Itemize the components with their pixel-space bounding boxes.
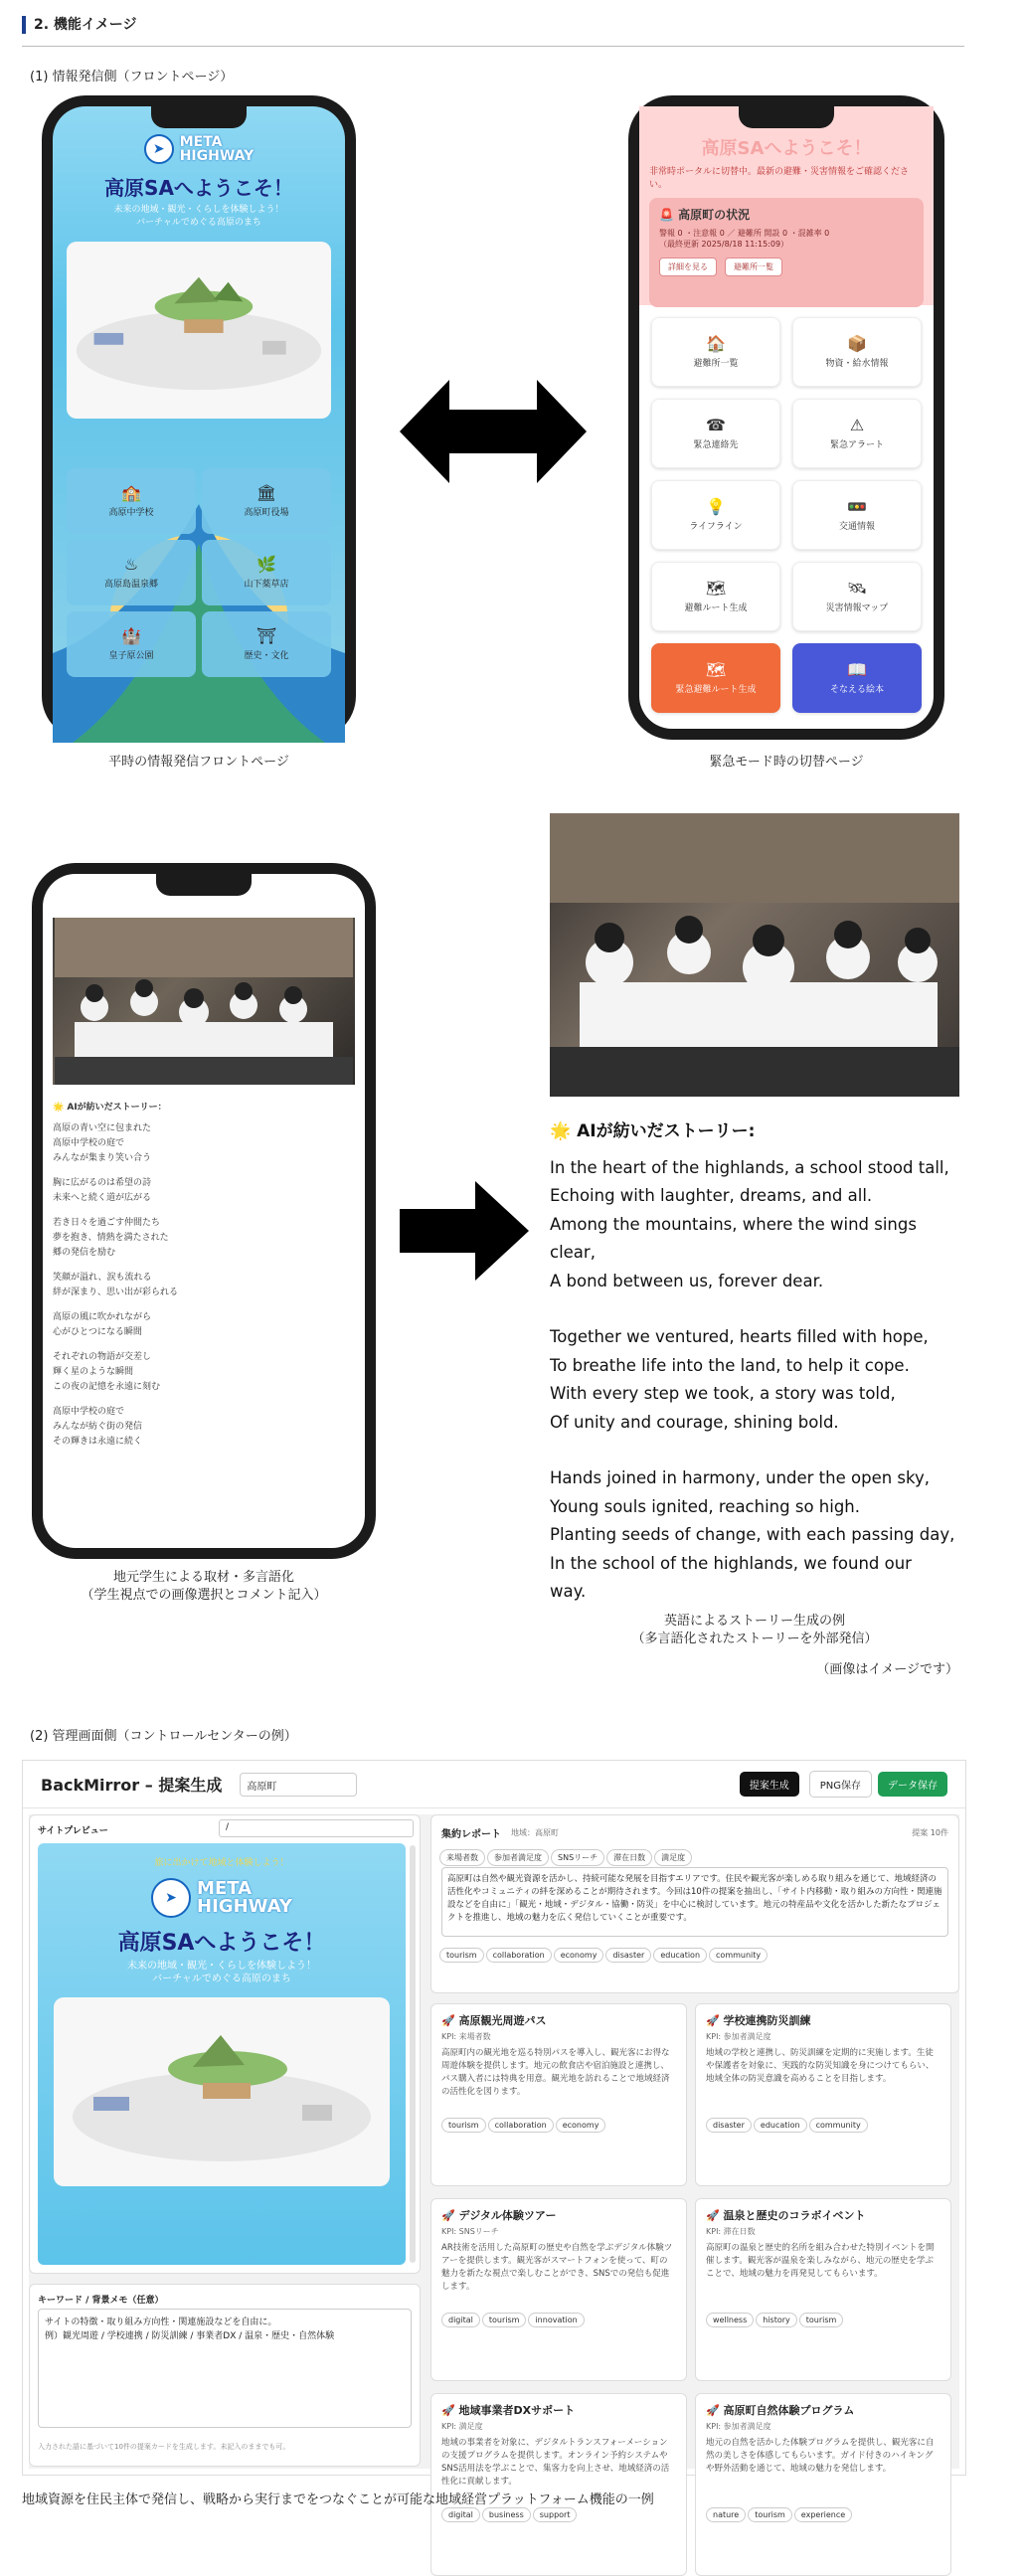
card-kpi: KPI: 参加者満足度	[706, 2032, 771, 2041]
caption-english-a: 英語によるストーリー生成の例	[663, 1614, 845, 1629]
story-line: 夢を抱き、情熱を満たされた	[53, 1233, 169, 1243]
preview-illustration	[54, 1997, 390, 2186]
story-line	[53, 1300, 355, 1310]
metric-chips	[439, 1845, 694, 1866]
story-line: In the heart of the highlands, a school stood tall,	[550, 1157, 949, 1177]
rocket-icon: 🚀	[706, 2014, 720, 2027]
tile-label: 交通情報	[838, 521, 875, 532]
story-line	[53, 1166, 355, 1176]
tile-emergency-route[interactable]	[651, 643, 780, 713]
tile-label: 物資・給水情報	[825, 358, 889, 369]
metric-chip[interactable]: 満足度	[654, 1849, 692, 1866]
card-kpi: KPI: 来場者数	[441, 2032, 491, 2041]
caption-image-note: （画像はイメージです）	[816, 1662, 958, 1677]
tile-label: 緊急連絡先	[693, 439, 739, 450]
logo-text-2: HIGHWAY	[179, 148, 255, 164]
tile-label: ライフライン	[689, 521, 743, 532]
story-line: 笑顔が溢れ、涙も流れる	[53, 1273, 152, 1283]
shelter-list-button[interactable]: 避難所一覧	[725, 258, 782, 276]
keyword-textarea[interactable]	[38, 2309, 412, 2428]
story-line: 若き日々を過ごす仲間たち	[53, 1218, 161, 1228]
tag-chip: support	[533, 2507, 578, 2522]
traffic-icon: 🚥	[847, 496, 867, 516]
card-title: デジタル体験ツアー	[458, 2209, 557, 2222]
hot-spring-icon: ♨	[123, 554, 139, 574]
story-line: それぞれの物語が交差し	[53, 1352, 152, 1362]
story-line: 輝く星のような瞬間	[53, 1367, 134, 1377]
story-line: 胸に広がるのは希望の詩	[53, 1178, 152, 1188]
tile-park[interactable]	[67, 611, 196, 677]
tile-picture-book[interactable]	[792, 643, 922, 713]
story-line	[53, 1261, 355, 1271]
tile-label: 避難所一覧	[693, 358, 739, 369]
story-line: clear,	[550, 1243, 596, 1262]
story-line: way.	[550, 1582, 587, 1601]
report-panel	[430, 1814, 959, 1993]
map-icon: 🗺	[705, 578, 727, 598]
keyword-line-1: サイトの特徴・取り組み方向性・関連施設などを自由に。	[45, 2318, 277, 2327]
story-line: 絆が深まり、思い出が彩られる	[53, 1288, 179, 1297]
tile-label: 山下薬草店	[244, 579, 289, 590]
caption-student-a: 地元学生による取材・多言語化	[112, 1570, 294, 1585]
tag-chip: business	[482, 2507, 531, 2522]
story-line: Young souls ignited, reaching so high.	[550, 1496, 861, 1516]
tag-chip: disaster	[706, 2118, 752, 2133]
story-line: To breathe life into the land, to help it cope.	[550, 1355, 910, 1375]
report-tags	[439, 1943, 770, 1963]
subsection-title-1: (1) 情報発信側（フロントページ）	[30, 70, 234, 85]
tagline-1: 未来の地域・観光・くらしを体験しよう！	[113, 205, 284, 215]
card-description: 高原町内の観光地を巡る特別パスを導入し、観光客にお得な周遊体験を提供します。地元の飲食店や宿泊施設と連携し、パス購入者には特典を用意。観光地を訪れることで地域経済の活性化を図ります。	[441, 2048, 670, 2097]
tag-chip: collaboration	[486, 1948, 552, 1963]
tag-chip: digital	[441, 2313, 480, 2327]
tile-label: 歴史・文化	[244, 650, 289, 661]
tag-chip: community	[809, 2118, 868, 2133]
proposal-card[interactable]	[695, 2198, 951, 2381]
tag-chip: education	[653, 1948, 707, 1963]
status-line: 警報 0 ・注意報 0 ／ 避難所 開設 0 ・混雑率 0	[659, 229, 830, 238]
sparkle-icon: 🌟	[53, 1103, 65, 1113]
tile-herb-shop[interactable]	[202, 540, 331, 605]
tag-chip: community	[709, 1948, 768, 1963]
story-line: With every step we took, a story was told,	[550, 1384, 896, 1403]
caption-english-b: （多言語化されたストーリーを外部発信）	[631, 1631, 878, 1646]
story-stanza	[550, 1464, 967, 1607]
card-kpi: KPI: 参加者満足度	[706, 2422, 771, 2431]
preview-frame	[38, 1843, 406, 2265]
emergency-note: 非常時ポータルに切替中。最新の避難・災害情報をご確認ください。	[649, 167, 910, 190]
rocket-icon: 🚀	[441, 2209, 455, 2222]
story-line	[53, 1206, 355, 1216]
double-arrow-icon	[400, 380, 587, 483]
bulb-icon: 💡	[706, 496, 726, 516]
logo-mark-icon: ➤	[151, 1878, 191, 1918]
emergency-header	[639, 106, 934, 305]
rocket-icon: 🚀	[706, 2404, 720, 2417]
tile-traffic[interactable]	[792, 480, 922, 550]
town-hall-icon: 🏛	[256, 482, 277, 502]
report-count: 提案 10件	[912, 1828, 948, 1837]
cc-toolbar	[23, 1761, 965, 1808]
story-line: 高原中学校の庭で	[53, 1407, 125, 1417]
castle-icon: 🏰	[121, 625, 141, 645]
story-line: 高原の青い空に包まれた	[53, 1123, 152, 1133]
caption-front: 平時の情報発信フロントページ	[108, 755, 289, 770]
emergency-tile-grid	[651, 317, 922, 713]
card-description: AR技術を活用した高原町の歴史や自然を学ぶデジタル体験ツアーを提供します。観光客がスマートフォンを使って、町の魅力を新たな視点で楽しむことができ、SNSでの発信も促進します。	[441, 2243, 673, 2292]
preview-path-input[interactable]: /	[219, 1819, 414, 1837]
card-title: 温泉と歴史のコラボイベント	[723, 2209, 866, 2222]
keyword-label: キーワード / 背景メモ（任意）	[38, 2296, 164, 2306]
card-kpi: KPI: 満足度	[441, 2422, 483, 2431]
tag-chip: digital	[441, 2507, 480, 2522]
phone-notch	[739, 106, 834, 128]
story-heading: AIが紡いだストーリー:	[577, 1121, 756, 1141]
caption-emergency: 緊急モード時の切替ページ	[709, 755, 864, 770]
tile-hot-spring[interactable]	[67, 540, 196, 605]
tile-contacts[interactable]	[651, 399, 780, 468]
right-arrow-icon	[400, 1181, 529, 1281]
metric-chip[interactable]: 参加者満足度	[487, 1849, 549, 1866]
tag-chip: disaster	[605, 1948, 651, 1963]
tile-label: 避難ルート生成	[684, 602, 748, 613]
proposal-card[interactable]	[695, 2393, 951, 2576]
tile-history[interactable]	[202, 611, 331, 677]
story-line	[53, 1340, 355, 1350]
rocket-icon: 🚀	[441, 2014, 455, 2027]
story-line: Among the mountains, where the wind sings	[550, 1214, 917, 1234]
story-line: 心がひとつになる瞬間	[53, 1327, 142, 1337]
sparkle-icon: 🌟	[550, 1121, 572, 1141]
subsection-title-2: (2) 管理画面側（コントロールセンターの例）	[30, 1729, 297, 1744]
story-line: 高原の風に吹かれながら	[53, 1312, 152, 1322]
details-button[interactable]: 詳細を見る	[659, 258, 717, 276]
section-title: 2. 機能イメージ	[22, 16, 137, 34]
front-tile-grid	[67, 468, 331, 677]
card-description: 高原町の温泉と歴史的名所を組み合わせた特別イベントを開催します。観光客が温泉を楽しみながら、地元の歴史を学ぶことで、地域の魅力を再発見してもらいます。	[706, 2243, 935, 2279]
generate-button[interactable]: 提案生成	[740, 1772, 799, 1797]
tile-shelters[interactable]	[651, 317, 780, 387]
metric-chip[interactable]: SNSリーチ	[551, 1849, 604, 1866]
preview-banner: 旅に出かけて地域と体験しよう！	[154, 1858, 289, 1868]
card-description: 地元の自然を活かした体験プログラムを提供し、観光客に自然の美しさを体感してもらいます。ガイド付きのハイキングや野外活動を通じて、地域の魅力を発信します。	[706, 2438, 935, 2474]
story-line: Planting seeds of change, with each passing day,	[550, 1525, 955, 1544]
tile-label: 高原中学校	[108, 507, 154, 518]
siren-icon: 🚨	[659, 208, 674, 222]
tile-town-hall[interactable]	[202, 468, 331, 534]
card-title: 学校連携防災訓練	[723, 2014, 811, 2027]
classroom-photo-large	[550, 813, 959, 1097]
story-line: Hands joined in harmony, under the open sky,	[550, 1468, 930, 1487]
keyword-hint: 入力された語に基づいて10件の提案カードを生成します。未記入のままでも可。	[38, 2443, 290, 2451]
keyword-panel	[29, 2284, 421, 2467]
tile-label: 高原町役場	[244, 507, 289, 518]
story-line: In the school of the highlands, we found our	[550, 1553, 912, 1573]
phone-icon: ☎	[706, 415, 726, 434]
town-input[interactable]: 高原町	[240, 1773, 357, 1797]
story-lines	[53, 1121, 355, 1450]
satellite-icon: 🛰	[846, 578, 868, 598]
tag-chip: experience	[794, 2507, 852, 2522]
card-description: 地域の事業者を対象に、デジタルトランスフォーメーションの支援プログラムを提供します。オンライン予約システムやSNS活用法を学ぶことで、集客力を向上させ、地域経済の活性化に貢献します。	[441, 2438, 670, 2487]
preview-tagline-1: 未来の地域・観光・くらしを体験しよう！	[127, 1961, 316, 1972]
caption-student-b: （学生視点での画像選択とコメント記入）	[81, 1588, 327, 1603]
leaf-icon: 🌿	[256, 554, 276, 574]
report-area: 地域：高原町	[511, 1828, 559, 1837]
card-title: 地域事業者DXサポート	[458, 2404, 576, 2417]
story-line	[53, 1395, 355, 1405]
story-line: 未来へと続く道が広がる	[53, 1193, 152, 1203]
cc-title: BackMirror – 提案生成	[41, 1776, 223, 1795]
logo-mark-icon: ➤	[144, 134, 174, 164]
site-preview-panel	[29, 1814, 421, 2274]
tile-label: 緊急アラート	[829, 439, 884, 450]
tag-chip: economy	[556, 2118, 606, 2133]
phone-front-page	[42, 95, 356, 740]
preview-scrollbar[interactable]	[410, 1845, 416, 2263]
tag-chip: collaboration	[488, 2118, 554, 2133]
phone-notch	[156, 874, 252, 896]
card-description: 地域の学校と連携し、防災訓練を定期的に実施します。生徒や保護者を対象に、実践的な防災知識を身につけてもらい、地域全体の防災意識を高めることを目指します。	[706, 2048, 935, 2084]
phone-story	[32, 863, 376, 1559]
logo-text-1: META	[197, 1878, 253, 1899]
story-line: 高原中学校の庭で	[53, 1138, 125, 1148]
proposal-card[interactable]	[430, 2393, 687, 2576]
preview-label: サイトプレビュー	[38, 1826, 108, 1836]
tile-school[interactable]	[67, 468, 196, 534]
emergency-title: 高原SAへようこそ！	[701, 138, 872, 159]
tagline-2: バーチャルでめぐる高原のまち	[136, 218, 261, 228]
tag-chip: history	[756, 2313, 797, 2327]
story-line: その輝きは永遠に続く	[53, 1437, 143, 1447]
tag-chip: tourism	[441, 2118, 486, 2133]
history-icon: ⛩	[256, 625, 277, 645]
tag-chip: tourism	[482, 2313, 527, 2327]
report-title: 集約レポート	[441, 1829, 501, 1840]
tag-chip: nature	[706, 2507, 746, 2522]
card-title: 高原町自然体験プログラム	[723, 2404, 855, 2417]
card-kpi: KPI: SNSリーチ	[441, 2227, 499, 2236]
tag-chip: economy	[554, 1948, 604, 1963]
story-stanzas	[550, 1154, 967, 1607]
story-line: Of unity and courage, shining bold.	[550, 1412, 839, 1432]
png-save-button[interactable]: PNG保存	[809, 1771, 872, 1798]
metric-chip[interactable]: 滞在日数	[606, 1849, 652, 1866]
card-kpi: KPI: 滞在日数	[706, 2227, 756, 2236]
preview-tagline-2: バーチャルでめぐる高原のまち	[152, 1974, 291, 1984]
school-icon: 🏫	[121, 482, 141, 502]
tile-label: そなえる絵本	[829, 684, 884, 695]
rocket-icon: 🚀	[441, 2404, 455, 2417]
tile-label: 災害情報マップ	[825, 602, 889, 613]
book-icon: 📖	[847, 659, 867, 679]
report-textarea[interactable]: 高原町は自然や観光資源を活かし、持続可能な発展を目指すエリアです。住民や観光客が楽しめる取り組みを通じて、地域経済の活性化やコミュニティの絆を深めることが期待されます。今回は10件の提案を抽出し、「サイト内移動・取り組みの方向性・関連施設などを自由に」「観光・地域・デジタル・協働・防災」を中心に検討しています。地元の特産品や文化を活かした新たなプロジェクトを推進し、地域の魅力を広く発信していくことが重要です。	[441, 1867, 948, 1937]
story-line: Echoing with laughter, dreams, and all.	[550, 1186, 873, 1205]
map-icon: 🗺	[705, 659, 727, 679]
phone-notch	[151, 106, 247, 128]
tag-chip: education	[754, 2118, 807, 2133]
tile-supplies[interactable]	[792, 317, 922, 387]
tile-alerts[interactable]	[792, 399, 922, 468]
proposal-card[interactable]	[430, 2198, 687, 2381]
tile-label: 皇子原公園	[108, 650, 154, 661]
footer-text: 地域資源を住民主体で発信し、戦略から実行までをつなぐことが可能な地域経営プラットフォーム機能の一例	[22, 2492, 654, 2507]
story-line: 郷の発信を励む	[53, 1248, 116, 1258]
status-title: 高原町の状況	[678, 208, 751, 222]
tile-label: 高原島温泉郷	[103, 579, 158, 590]
status-card	[649, 198, 924, 307]
story-heading: AIが紡いだストーリー：	[67, 1103, 167, 1113]
english-story	[550, 1117, 967, 1634]
tile-label: 緊急避難ルート生成	[675, 684, 757, 695]
japanese-story	[53, 1101, 355, 1450]
divider	[22, 46, 964, 47]
logo-text-2: HIGHWAY	[197, 1896, 292, 1917]
story-line: この夜の記憶を永遠に刻む	[53, 1382, 161, 1392]
keyword-line-2: 例）観光周遊 / 学校連携 / 防災訓練 / 事業者DX / 温泉・歴史・自然体験	[45, 2331, 335, 2341]
tag-chip: innovation	[528, 2313, 584, 2327]
story-line: Together we ventured, hearts filled with hope,	[550, 1327, 929, 1346]
tag-chip: wellness	[706, 2313, 754, 2327]
story-line: A bond between us, forever dear.	[550, 1271, 824, 1290]
supply-icon: 📦	[847, 333, 867, 353]
logo-text-1: META	[179, 134, 223, 150]
story-stanza	[550, 1154, 967, 1296]
tag-chip: tourism	[799, 2313, 844, 2327]
phone-emergency	[628, 95, 944, 740]
tag-chip: tourism	[748, 2507, 792, 2522]
town-illustration	[67, 242, 331, 419]
story-line: みんなが集まり笑い合う	[53, 1153, 152, 1163]
tile-lifeline[interactable]	[651, 480, 780, 550]
proposal-card[interactable]	[430, 2003, 687, 2186]
metric-chip[interactable]: 来場者数	[439, 1849, 485, 1866]
card-title: 高原観光周遊パス	[458, 2014, 547, 2027]
preview-heading: 高原SAへようこそ！	[117, 1931, 326, 1956]
story-stanza	[550, 1323, 967, 1437]
proposal-card[interactable]	[695, 2003, 951, 2186]
warning-icon: ⚠	[849, 415, 865, 434]
classroom-photo	[53, 918, 355, 1085]
preview-logo	[38, 1868, 406, 1918]
status-updated: （最終更新 2025/8/18 11:15:09）	[659, 240, 789, 249]
story-line: みんなが紡ぐ街の発信	[53, 1422, 143, 1432]
welcome-heading: 高原SAへようこそ！	[104, 176, 293, 200]
tile-disaster-map[interactable]	[792, 562, 922, 631]
tag-chip: tourism	[439, 1948, 484, 1963]
rocket-icon: 🚀	[706, 2209, 720, 2222]
data-save-button[interactable]: データ保存	[878, 1772, 947, 1797]
house-icon: 🏠	[706, 333, 726, 353]
tile-route[interactable]	[651, 562, 780, 631]
